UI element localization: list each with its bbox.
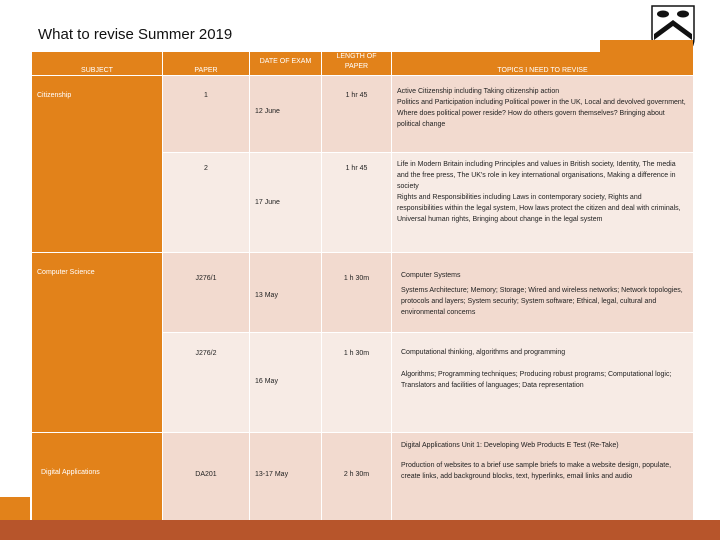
- row-topics: [392, 253, 693, 332]
- header-accent-bar: [600, 40, 693, 52]
- row-topics: [392, 153, 693, 252]
- topic-line: Rights and Responsibilities including Laws in contemporary society, Rights and responsibilities within the legal system, How laws protect the citizen and deal with criminals, Universal human rights, Bringing about change in the legal system: [397, 194, 681, 223]
- topic-line: Computer Systems: [401, 272, 461, 279]
- row-date: 13-17 May: [250, 433, 321, 520]
- row-topics: [392, 433, 693, 520]
- topic-line: Active Citizenship including Taking citizenship action: [397, 88, 560, 95]
- topic-line: Systems Architecture; Memory; Storage; Wired and wireless networks; Network topologies, protocols and layers; System security; System software; Ethical, legal, cultural and environmental concerns: [401, 287, 683, 316]
- row-length: 1 h 30m: [322, 253, 391, 332]
- header-paper: PAPER: [163, 52, 249, 75]
- row-length: 1 hr 45: [322, 76, 391, 152]
- row-topics: [392, 333, 693, 432]
- row-length: 2 h 30m: [322, 433, 391, 520]
- topic-line: Computational thinking, algorithms and programming: [401, 349, 566, 356]
- topic-line: Production of websites to a brief use sample briefs to make a website design, populate, create links, add background blocks, text, hyperlinks, email links and audio: [401, 462, 672, 480]
- row-paper: J276/1: [163, 253, 249, 332]
- row-date: 17 June: [250, 153, 321, 252]
- page-title: What to revise Summer 2019: [38, 26, 233, 43]
- topic-line: Digital Applications Unit 1: Developing Web Products E Test (Re-Take): [401, 442, 619, 449]
- row-paper: 1: [163, 76, 249, 152]
- row-date: 16 May: [250, 333, 321, 432]
- subject-computer-science: Computer Science: [32, 253, 162, 432]
- topic-line: Algorithms; Programming techniques; Producing robust programs; Computational logic; Translators and facilities of languages; Data representation: [401, 371, 672, 389]
- header-length: LENGTH OF PAPER: [322, 52, 391, 75]
- header-subject: SUBJECT: [32, 52, 162, 75]
- header-topics: TOPICS I NEED TO REVISE: [392, 52, 693, 75]
- row-date: 13 May: [250, 253, 321, 332]
- topic-line: Life in Modern Britain including Principles and values in British society, Identity, The media and the free press, The UK's role in key international organisations, Making a difference in society: [397, 161, 676, 190]
- row-length: 1 hr 45: [322, 153, 391, 252]
- row-topics: [392, 76, 693, 152]
- subject-digital-applications: Digital Applications: [32, 433, 162, 520]
- topic-line: Politics and Participation including Political power in the UK, Local and devolved government, Where does political power reside? How do others govern themselves? Bringing about political change: [397, 99, 686, 128]
- row-paper: 2: [163, 153, 249, 252]
- row-length: 1 h 30m: [322, 333, 391, 432]
- footer-band: [0, 520, 720, 540]
- subject-citizenship: Citizenship: [32, 76, 162, 252]
- header-date: DATE OF EXAM: [250, 52, 321, 75]
- row-date: 12 June: [250, 76, 321, 152]
- row-paper: J276/2: [163, 333, 249, 432]
- footer-accent: [0, 497, 30, 520]
- row-paper: DA201: [163, 433, 249, 520]
